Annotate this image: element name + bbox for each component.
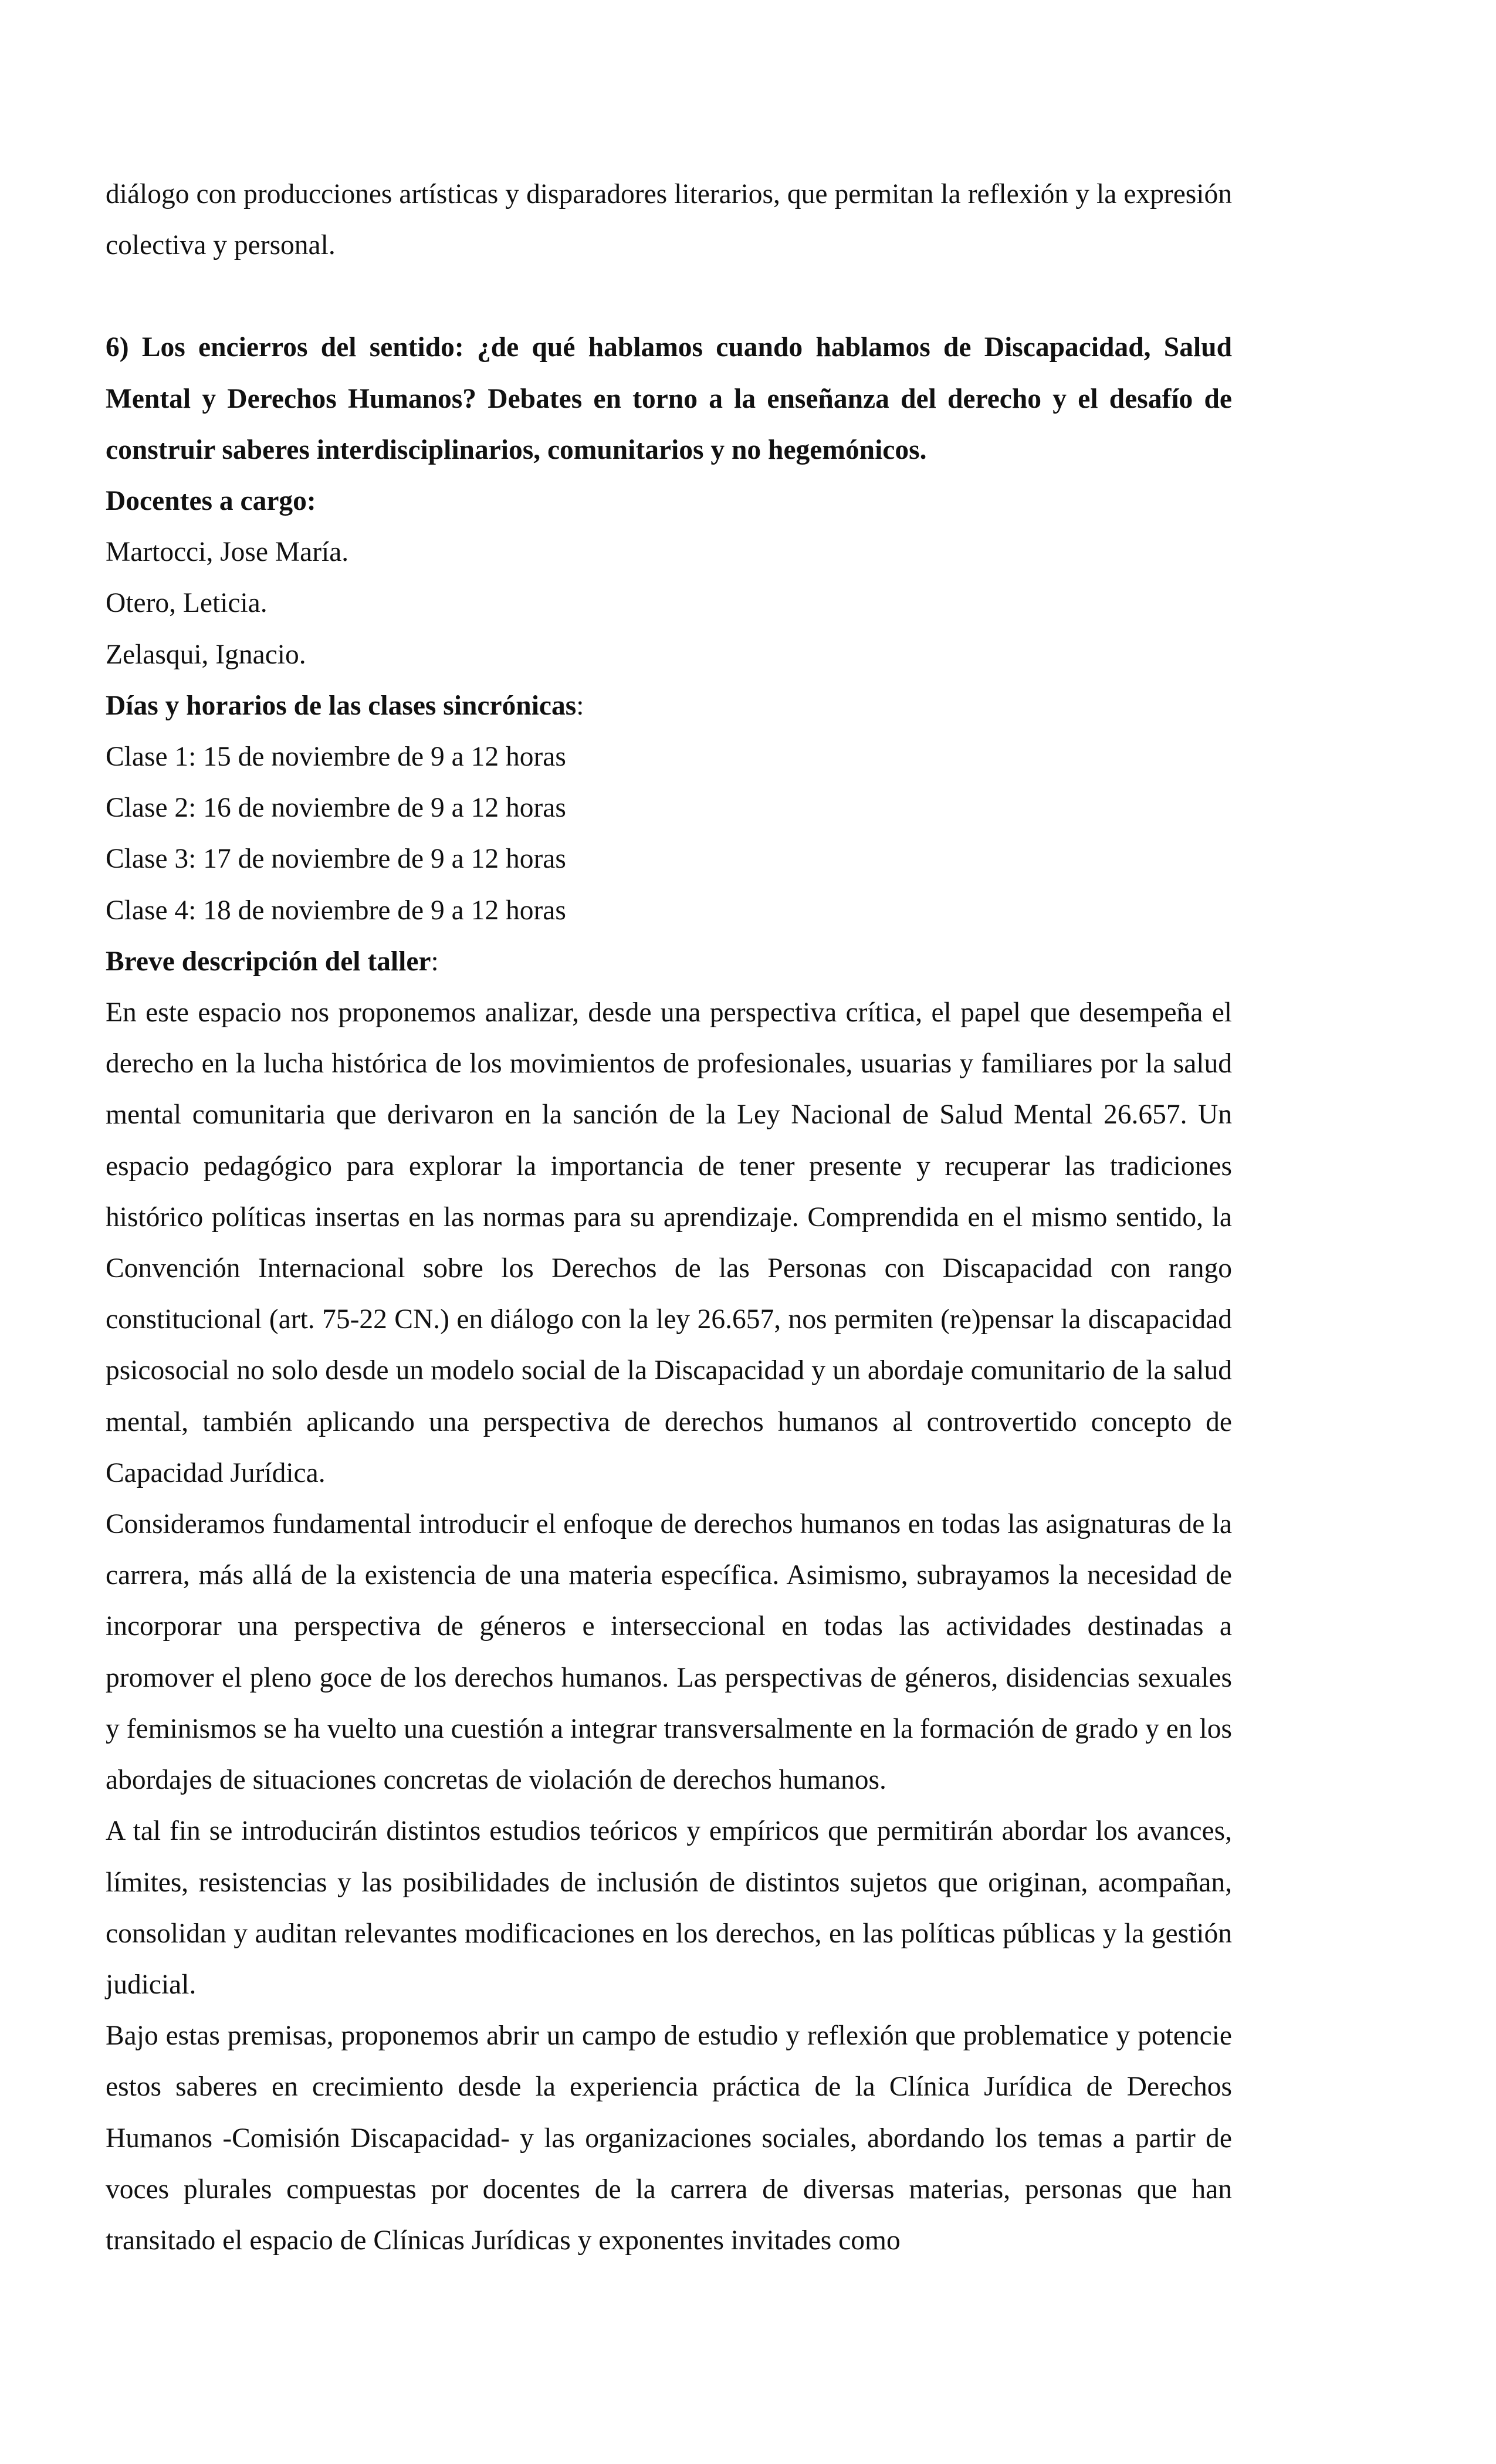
class-schedule-item: Clase 1: 15 de noviembre de 9 a 12 horas (106, 742, 566, 773)
class-schedule-item: Clase 4: 18 de noviembre de 9 a 12 horas (106, 895, 566, 926)
description-label: Breve descripción del taller (106, 946, 431, 977)
teacher-name: Otero, Leticia. (106, 588, 268, 619)
intro-paragraph: diálogo con producciones artísticas y disparadores literarios, que permitan la reflexión y la expresión colectiva y personal. (106, 179, 1232, 261)
schedule-colon: : (576, 690, 584, 721)
schedule-label: Días y horarios de las clases sincrónicas (106, 690, 577, 721)
description-paragraph: Bajo estas premisas, proponemos abrir un campo de estudio y reflexión que problematice y potencie estos saberes en crecimiento desde la experiencia práctica de la Clínica Jurídica de Derechos Humanos -Comisión Discapacidad- y las organizaciones sociales, abordando los temas a partir de voces plurales compuestas por docentes de la carrera de diversas materias, personas que han transitado el espacio de Clínicas Jurídicas y exponentes invitades como (106, 2020, 1232, 2256)
section-title: 6) Los encierros del sentido: ¿de qué hablamos cuando hablamos de Discapacidad, Salud Mental y Derechos Humanos? Debates en torno a la enseñanza del derecho y el desafío de construir saberes interdisciplinarios, comunitarios y no hegemónicos. (106, 332, 1232, 465)
description-paragraph: En este espacio nos proponemos analizar, desde una perspectiva crítica, el papel que desempeña el derecho en la lucha histórica de los movimientos de profesionales, usuarias y familiares por la salud mental comunitaria que derivaron en la sanción de la Ley Nacional de Salud Mental 26.657. Un espacio pedagógico para explorar la importancia de tener presente y recuperar las tradiciones histórico políticas insertas en las normas para su aprendizaje. Comprendida en el mismo sentido, la Convención Internacional sobre los Derechos de las Personas con Discapacidad con rango constitucional (art. 75-22 CN.) en diálogo con la ley 26.657, nos permiten (re)pensar la discapacidad psicosocial no solo desde un modelo social de la Discapacidad y un abordaje comunitario de la salud mental, también aplicando una perspectiva de derechos humanos al controvertido concepto de Capacidad Jurídica. (106, 997, 1232, 1488)
section-spacer (106, 271, 1232, 322)
schedule-heading (106, 681, 1232, 732)
teacher-name: Zelasqui, Ignacio. (106, 639, 306, 670)
description-paragraph: A tal fin se introducirán distintos estudios teóricos y empíricos que permitirán abordar los avances, límites, resistencias y las posibilidades de inclusión de distintos sujetos que originan, acompañan, consolidan y auditan relevantes modificaciones en los derechos, en las políticas públicas y la gestión judicial. (106, 1816, 1232, 2000)
class-schedule-item: Clase 2: 16 de noviembre de 9 a 12 horas (106, 793, 566, 824)
teacher-name: Martocci, Jose María. (106, 537, 349, 568)
description-heading (106, 936, 1232, 987)
document-page (106, 169, 1232, 2266)
description-colon: : (431, 946, 439, 977)
teachers-label: Docentes a cargo: (106, 486, 316, 517)
description-paragraph: Consideramos fundamental introducir el enfoque de derechos humanos en todas las asignaturas de la carrera, más allá de la existencia de una materia específica. Asimismo, subrayamos la necesidad de incorporar una perspectiva de géneros e interseccional en todas las actividades destinadas a promover el pleno goce de los derechos humanos. Las perspectivas de géneros, disidencias sexuales y feminismos se ha vuelto una cuestión a integrar transversalmente en la formación de grado y en los abordajes de situaciones concretas de violación de derechos humanos. (106, 1509, 1232, 1796)
class-schedule-item: Clase 3: 17 de noviembre de 9 a 12 horas (106, 844, 566, 875)
